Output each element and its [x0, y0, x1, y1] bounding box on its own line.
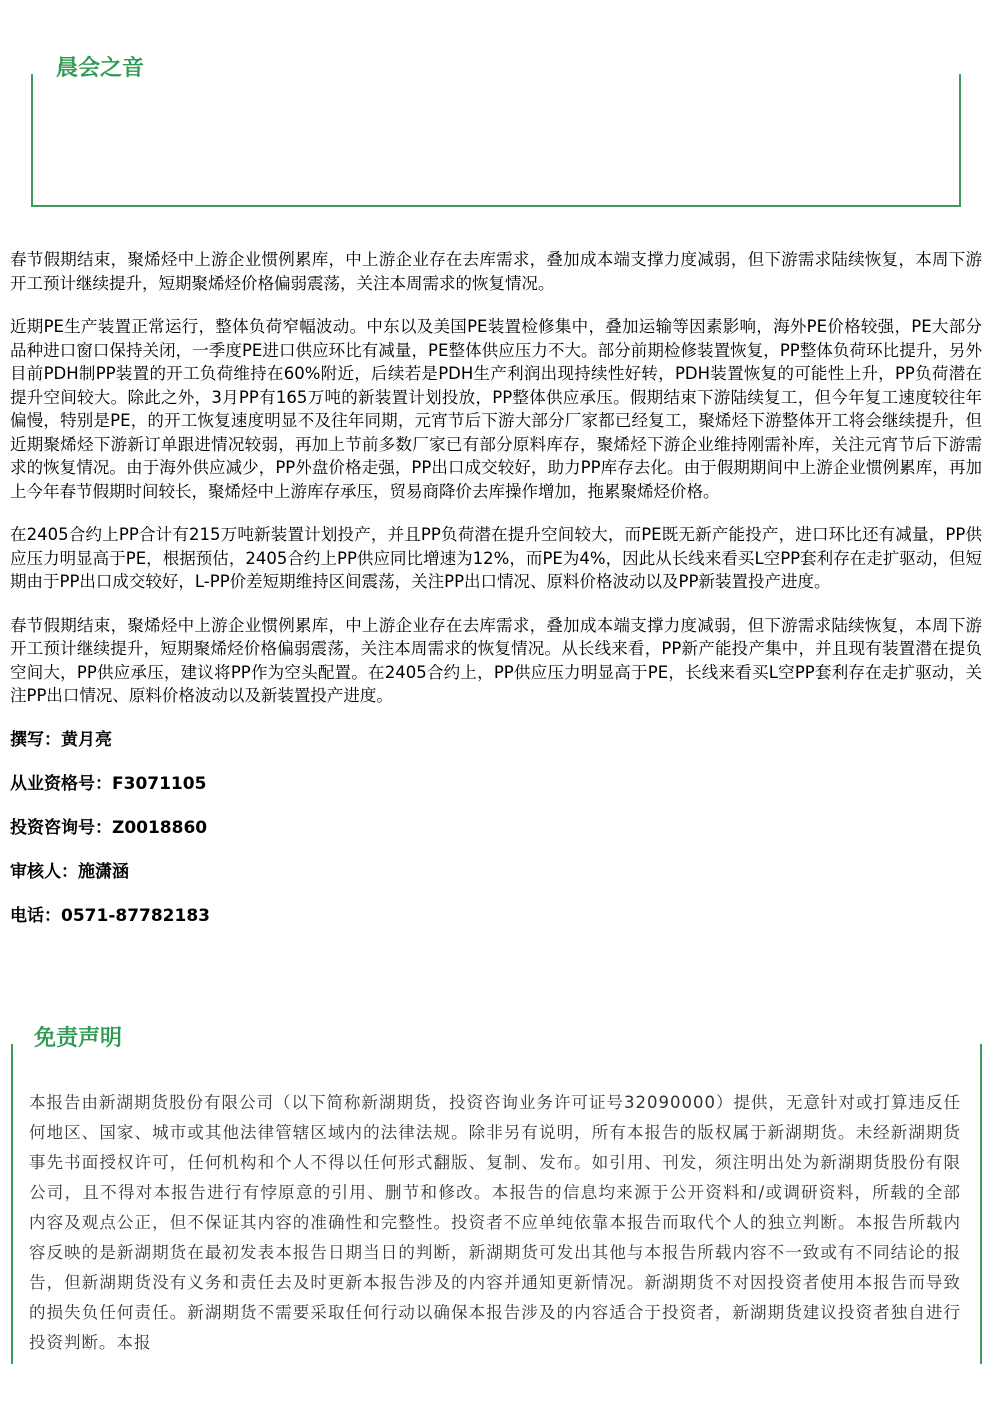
- reviewer-line: 审核人：施潇涵: [10, 861, 129, 882]
- report-body: [10, 248, 982, 948]
- section-title: 晨会之音: [52, 54, 148, 84]
- paragraph-spread: 在2405合约上PP合计有215万吨新装置计划投产，并且PP负荷潜在提升空间较大，而PE既无新产能投产，进口环比还有减量，PP供应压力明显高于PE，根据预估，2405合约上PP供应同比增速为12%，而PE为4%，因此从长线来看买L空PP套利存在走扩驱动，但短期由于PP出口成交较好，L-PP价差短期维持区间震荡，关注PP出口情况、原料价格波动以及PP新装置投产进度。: [10, 525, 982, 591]
- paragraph-supply-demand: 近期PE生产装置正常运行，整体负荷窄幅波动。中东以及美国PE装置检修集中，叠加运输等因素影响，海外PE价格较强，PE大部分品种进口窗口保持关闭，一季度PE进口供应环比有减量，PE整体供应压力不大。部分前期检修装置恢复，PP整体负荷环比提升，另外目前PDH制PP装置的开工负荷维持在60%附近，后续若是PDH生产利润出现持续性好转，PDH装置恢复的可能性上升，PP负荷潜在提升空间较大。除此之外，3月PP有165万吨的新装置计划投放，PP整体供应承压。假期结束下游陆续复工，但今年复工速度较往年偏慢，特别是PE，的开工恢复速度明显不及往年同期，元宵节后下游大部分厂家都已经复工，聚烯烃下游整体开工将会继续提升，但近期聚烯烃下游新订单跟进情况较弱，再加上节前多数厂家已有部分原料库存，聚烯烃下游企业维持刚需补库，关注元宵节后下游需求的恢复情况。由于海外供应减少，PP外盘价格走强，PP出口成交较好，助力PP库存去化。由于假期期间中上游企业惯例累库，再加上今年春节假期时间较长，聚烯烃中上游库存承压，贸易商降价去库操作增加，拖累聚烯烃价格。: [10, 317, 982, 501]
- consult-number-line: 投资咨询号：Z0018860: [10, 817, 208, 838]
- disclaimer-text: 本报告由新湖期货股份有限公司（以下简称新湖期货，投资咨询业务许可证号32090000）提供，无意针对或打算违反任何地区、国家、城市或其他法律管辖区域内的法律法规。除非另有说明，所有本报告的版权属于新湖期货。未经新湖期货事先书面授权许可，任何机构和个人不得以任何形式翻版、复制、发布。如引用、刊发，须注明出处为新湖期货股份有限公司，且不得对本报告进行有悖原意的引用、删节和修改。本报告的信息均来源于公开资料和/或调研资料，所载的全部内容及观点公正，但不保证其内容的准确性和完整性。投资者不应单纯依靠本报告而取代个人的独立判断。本报告所载内容反映的是新湖期货在最初发表本报告日期当日的判断，新湖期货可发出其他与本报告所载内容不一致或有不同结论的报告，但新湖期货没有义务和责任去及时更新本报告涉及的内容并通知更新情况。新湖期货不对因投资者使用本报告而导致的损失负任何责任。新湖期货不需要采取任何行动以确保本报告涉及的内容适合于投资者，新湖期货建议投资者独自进行投资判断。本报: [29, 1093, 961, 1352]
- paragraph-conclusion: 春节假期结束，聚烯烃中上游企业惯例累库，中上游企业存在去库需求，叠加成本端支撑力度减弱，但下游需求陆续恢复，本周下游开工预计继续提升，短期聚烯烃价格偏弱震荡，关注本周需求的恢复情况。从长线来看，PP新产能投产集中，并且现有装置潜在提负空间大，PP供应承压，建议将PP作为空头配置。在2405合约上，PP供应压力明显高于PE，长线来看买L空PP套利存在走扩驱动，关注PP出口情况、原料价格波动以及新装置投产进度。: [10, 615, 982, 705]
- qualification-line: 从业资格号：F3071105: [10, 773, 207, 794]
- header-frame: [31, 74, 961, 207]
- author-line: 撰写：黄月亮: [10, 729, 112, 750]
- phone-line: 电话：0571-87782183: [10, 905, 210, 926]
- paragraph-summary: 春节假期结束，聚烯烃中上游企业惯例累库，中上游企业存在去库需求，叠加成本端支撑力度减弱，但下游需求陆续恢复，本周下游开工预计继续提升，短期聚烯烃价格偏弱震荡，关注本周需求的恢复情况。: [10, 250, 982, 293]
- disclaimer-title: 免责声明: [30, 1024, 126, 1054]
